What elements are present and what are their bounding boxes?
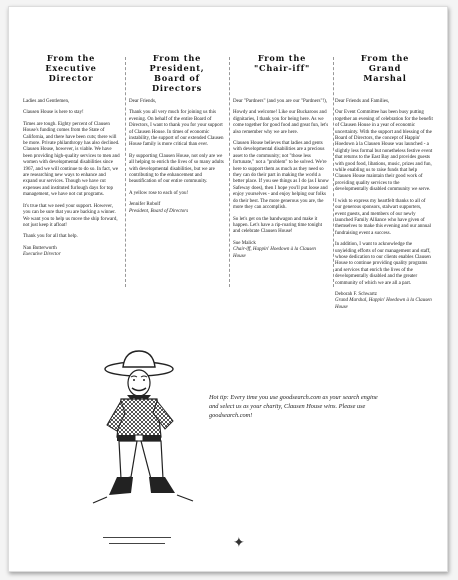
paragraph: Dear "Pardners" (and you are our "Pardners"!), [233, 99, 328, 104]
paragraph: Clausen House is here to stay! [23, 110, 84, 116]
paragraph: A yellow rose to each of you! [129, 190, 189, 196]
paragraph: Dear Friends and Families, [335, 99, 390, 104]
column-divider [125, 57, 127, 287]
signature-name: Sue Malick [233, 240, 256, 246]
signature-name: Jennifer Robolf [129, 202, 161, 208]
signature-name: Deborah F. Schwartz [335, 291, 377, 297]
signature-title: President, Board of Directors [129, 208, 189, 214]
cowboy-illustration [87, 347, 207, 507]
heading-chairiff: From the "Chair-iff" [253, 53, 311, 73]
hot-tip-text: Hot tip: Every time you use goodsearch.com as your search engine and select us as your charity, Clausen House wins. Please use goodsearch.com! [209, 394, 378, 419]
divider-line [109, 543, 165, 544]
signature-name: Nan Butterworth [23, 245, 57, 251]
heading-board-president: From the President, Board of Directors [149, 53, 205, 93]
column-executive-director [23, 99, 121, 264]
paragraph: By supporting Clausen House, not only are we all helping to enrich the lives of so many adults with developmental disabilities, but we are contributing to the enhancement and beautification of our entire community. [129, 153, 224, 185]
column-grand-marshal [335, 99, 433, 316]
paragraph: Clausen House believes that ladies and gents with developmental disabilities are a precious asset to the community; not "those less fortunate," not a "problem" to be solved. We're here to support them as much as they need so they can do their part in making the world a better place. If you see things as I do (as I know Safeway does), then I hope you'll put loose and enjoy yourselves - and enjoy helping our folks do their best. The more generous you are, the more they can accomplish. [233, 141, 329, 211]
signature-title: Grand Marshal, Happin' Hoedown à la Clausen House [335, 298, 432, 310]
paragraph: So let's get on the bandwagon and make it happen. Let's have a rip-roaring time tonight and celebrate Clausen House! [233, 216, 323, 235]
signature-title: Executive Director [23, 252, 61, 258]
paragraph: I wish to express my heartfelt thanks to all of our generous sponsors, stalwart supporters, event guests, and members of our newly launched Family Alliance who have given of themselves to make this evening and our annual fundraising event a success. [335, 198, 431, 236]
paragraph: Thank you all very much for joining us this evening. On behalf of the entire Board of Directors, I want to thank you for your support of Clausen House. In times of economic instability, the support of our extended Clausen House family is more critical than ever. [129, 110, 224, 148]
paragraph: Times are tough. Eighty percent of Clausen House's funding comes from the State of California, and there have been cuts; there will be more. Private philanthropy has also declined. Clausen House, however, is viable. We have been providing high-quality services to men and women with developmental disabilities since 1967, and we will continue to do so. In fact, we are researching new ways to enhance and expand our services. Though we have cut expenses and instituted furlough days for top management, we have not cut programs. [23, 121, 120, 198]
heading-executive-director: From the Executive Director [45, 53, 97, 83]
newsletter-page [8, 6, 448, 572]
paragraph: Ladies and Gentlemen, [23, 99, 70, 104]
column-divider [229, 57, 231, 287]
column-board-president [129, 99, 225, 220]
paragraph: It's true that we need your support. However, you can be sure that you are backing a winner. We want you to help us move the ship forward, not just keep it afloat! [23, 203, 118, 228]
column-chairiff [233, 99, 329, 265]
heading-grand-marshal: From the Grand Marshal [360, 53, 410, 83]
paragraph: Thank you for all that help. [23, 234, 78, 240]
signature-title: Chair-iff, Happin' Hoedown à la Clausen House [233, 247, 316, 259]
paragraph: Our Event Committee has been busy putting together an evening of celebration for the benefit of Clausen House in a year of economic uncertainty. With the support and blessing of the Board of Directors, the concept of Happin' Hoedown à la Clausen House was launched - a slightly less formal but nonetheless festive event that returns to the East Bay and provides guests with good food, libations, music, prizes and fun, while enabling us to raise funds that help Clausen House maintain their good work of providing quality services to the developmentally disabled community we serve. [335, 110, 433, 193]
paragraph: Dear Friends, [129, 99, 157, 104]
paragraph: Howdy and welcome! Like our Buckaroos and dignitaries, I thank you for being here. As we come together for good food and great fun, let's also remember why we are here. [233, 110, 329, 135]
paragraph: In addition, I want to acknowledge the unyielding efforts of our management and staff, whose dedication to our clients enables Clausen House to continue providing quality programs and services that enrich the lives of the developmentally disabled and the greater community of which we are all a part. [335, 242, 431, 286]
star-icon: ✦ [233, 535, 245, 551]
divider-line [103, 537, 171, 538]
